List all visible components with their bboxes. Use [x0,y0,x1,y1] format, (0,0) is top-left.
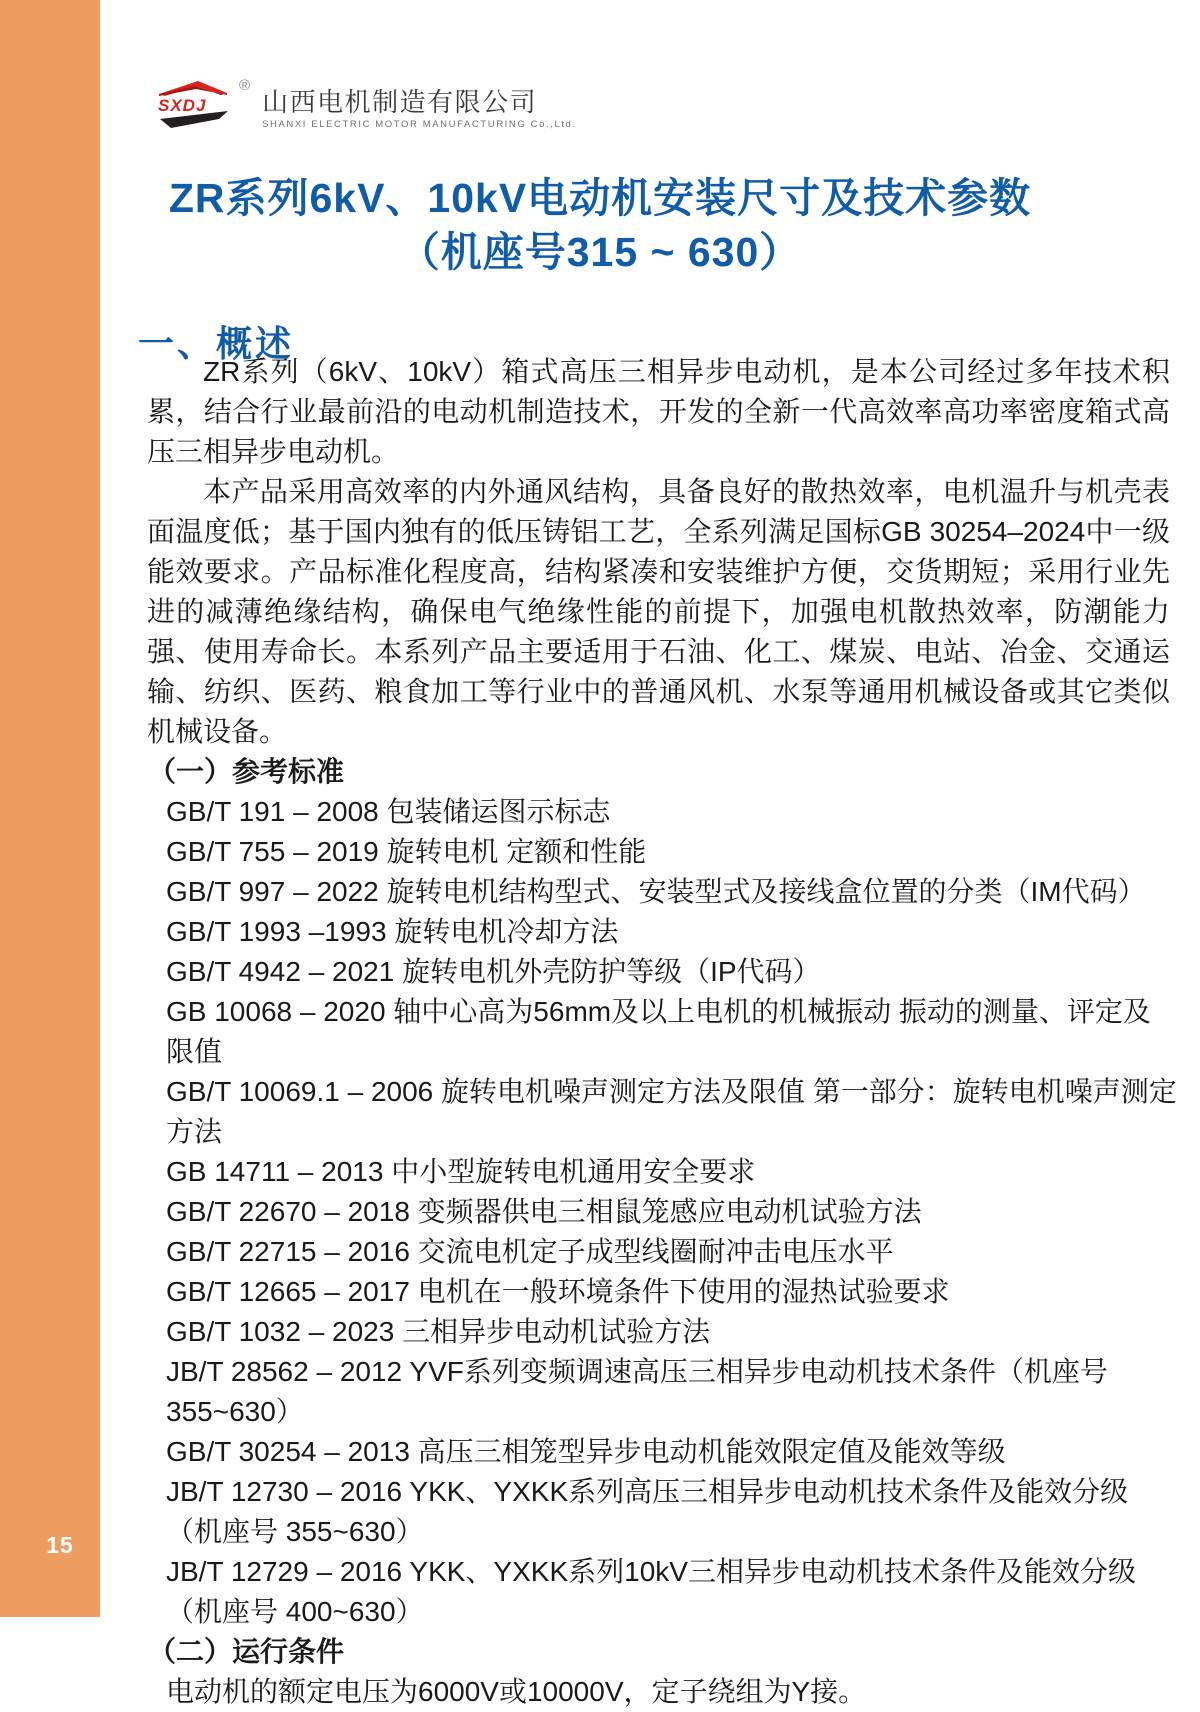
standard-item: GB/T 12665 – 2017 电机在一般环境条件下使用的湿热试验要求 [166,1276,950,1307]
brand-header [158,77,577,134]
left-margin-bar [0,0,100,1617]
standard-item: JB/T 12730 – 2016 YKK、YXKK系列高压三相异步电动机技术条件及能效分级（机座号 355~630） [166,1476,1129,1547]
standard-item: GB/T 10069.1 – 2006 旋转电机噪声测定方法及限值 第一部分：旋转电机噪声测定方法 [166,1076,1177,1147]
company-logo-icon [158,80,236,134]
document-title-line2: （机座号315 ~ 630） [398,229,802,276]
document-title [100,169,1100,277]
overview-paragraph: ZR系列（6kV、10kV）箱式高压三相异步电动机，是本公司经过多年技术积累，结合行业最前沿的电动机制造技术，开发的全新一代高效率高功率密度箱式高压三相异步电动机。 [147,356,1170,467]
subsection-heading-operating-conditions: （二）运行条件 [148,1636,345,1667]
document-title-line1: ZR系列6kV、10kV电动机安装尺寸及技术参数 [168,175,1032,222]
standard-item: GB/T 191 – 2008 包装储运图示标志 [166,796,611,827]
company-name-en: SHANXI ELECTRIC MOTOR MANUFACTURING Co.,Ltd. [262,119,577,130]
standards-list [100,792,1178,1632]
overview-paragraph: 本产品采用高效率的内外通风结构，具备良好的散热效率，电机温升与机壳表面温度低；基于国内独有的低压铸铝工艺，全系列满足国标GB 30254–2024中一级能效要求。产品标准化程度高，结构紧凑和安装维护方便，交货期短；采用行业先进的减薄绝缘结构，确保电气绝缘性能的前提下，加强电机散热效率，防潮能力强、使用寿命长。本系列产品主要适用于石油、化工、煤炭、电站、冶金、交通运输、纺织、医药、粮食加工等行业中的普通风机、水泵等通用机械设备或其它类似机械设备。 [147,476,1170,747]
standard-item: GB/T 1032 – 2023 三相异步电动机试验方法 [166,1316,711,1347]
standard-item: GB/T 755 – 2019 旋转电机 定额和性能 [166,836,647,867]
standard-item: GB/T 997 – 2022 旋转电机结构型式、安装型式及接线盒位置的分类（IM代码） [166,876,1146,907]
subsection-heading-reference-standards: （一）参考标准 [148,756,345,787]
svg-text:SXDJ: SXDJ [158,96,207,115]
standard-item: GB/T 1993 –1993 旋转电机冷却方法 [166,916,619,947]
standard-item: GB 10068 – 2020 轴中心高为56mm及以上电机的机械振动 振动的测量、评定及限值 [166,996,1151,1067]
standard-item: GB/T 4942 – 2021 旋转电机外壳防护等级（IP代码） [166,956,821,987]
standard-item: GB/T 22715 – 2016 交流电机定子成型线圈耐冲击电压水平 [166,1236,894,1267]
standard-item: GB/T 30254 – 2013 高压三相笼型异步电动机能效限定值及能效等级 [166,1436,1006,1467]
standard-item: GB/T 22670 – 2018 变频器供电三相鼠笼感应电动机试验方法 [166,1196,922,1227]
standard-item: JB/T 12729 – 2016 YKK、YXKK系列10kV三相异步电动机技术条件及能效分级（机座号 400~630） [166,1556,1136,1627]
page-number: 15 [46,1532,74,1558]
registered-trademark-icon: ® [239,77,251,94]
operating-conditions-text: 电动机的额定电压为6000V或10000V，定子绕组为Y接。 [166,1676,867,1707]
body-text [100,352,1178,1712]
standard-item: GB 14711 – 2013 中小型旋转电机通用安全要求 [166,1156,756,1187]
company-name-cn: 山西电机制造有限公司 [262,87,538,117]
section-heading-overview: 一、概述 [138,322,295,364]
standard-item: JB/T 28562 – 2012 YVF系列变频调速高压三相异步电动机技术条件（机座号355~630） [166,1356,1108,1427]
brand-names [262,80,577,130]
